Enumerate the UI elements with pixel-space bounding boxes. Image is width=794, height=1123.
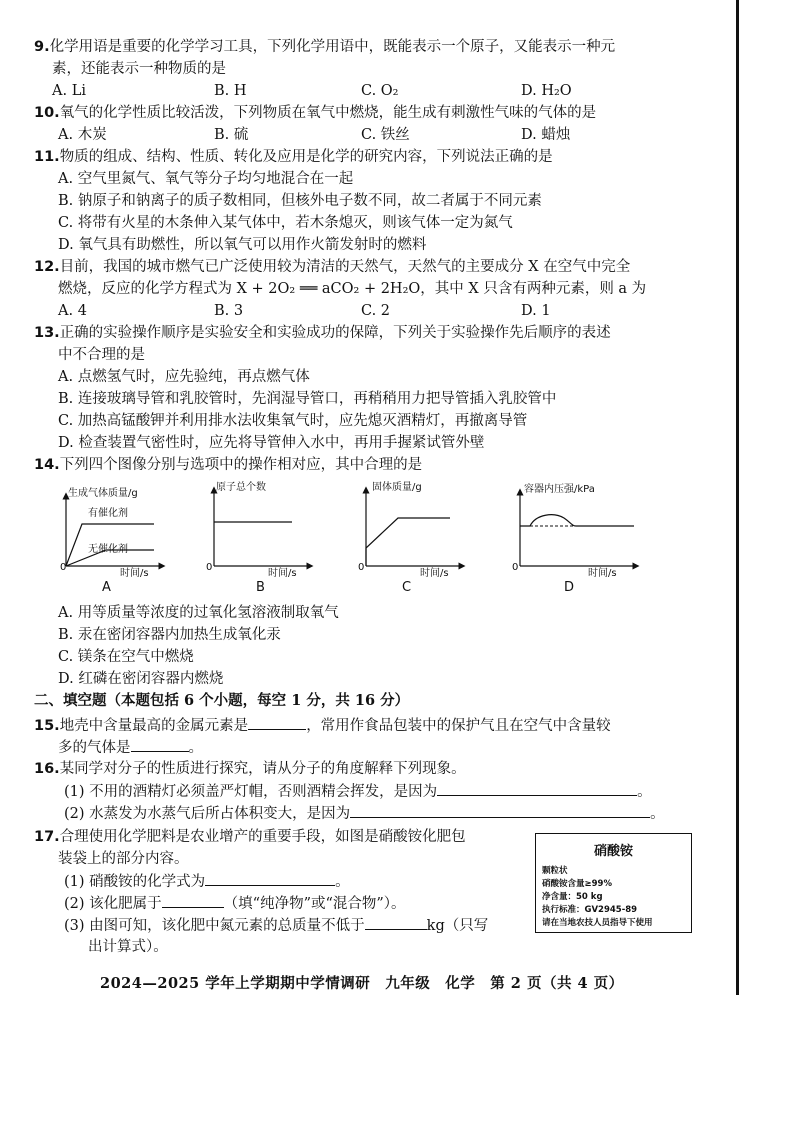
graph-b-ylabel: 原子总个数 (216, 482, 266, 493)
label-row: 硝酸铵含量≥99% (542, 879, 612, 889)
graph-d-origin: 0 (512, 562, 519, 573)
question-16 (34, 758, 704, 780)
option-c: C. 镁条在空气中燃烧 (58, 649, 194, 665)
graph-c-xlabel: 时间/s (420, 568, 449, 579)
answer-blank[interactable] (350, 802, 650, 818)
label-row: 执行标准：GV2945-89 (542, 905, 638, 915)
option-d: D. 1 (521, 303, 551, 319)
option-b: B. 汞在密闭容器内加热生成氧化汞 (58, 627, 281, 643)
graph-a-note-1: 有催化剂 (88, 508, 128, 519)
question-number: 14. (34, 457, 60, 473)
graph-b (206, 484, 316, 572)
graph-d-xlabel: 时间/s (588, 568, 617, 579)
option-a: A. 点燃氢气时，应先验纯，再点燃气体 (58, 369, 310, 385)
graph-c (358, 484, 468, 572)
graph-c-letter: C (402, 580, 412, 595)
option-d: D. 红磷在密闭容器内燃烧 (58, 671, 224, 687)
option-a: A. 用等质量等浓度的过氧化氢溶液制取氧气 (58, 605, 339, 621)
option-c: C. 2 (361, 303, 391, 319)
period: 。 (637, 784, 652, 800)
question-stem-cont: 装袋上的部分内容。 (58, 851, 189, 867)
option-d: D. H₂O (521, 83, 572, 99)
option-d: D. 氧气具有助燃性，所以氧气可以用作火箭发射时的燃料 (58, 237, 427, 253)
question-stem: 物质的组成、结构、性质、转化及应用是化学的研究内容，下列说法正确的是 (59, 149, 553, 165)
option-d: D. 检查装置气密性时，应先将导管伸入水中，再用手握紧试管外壁 (58, 435, 485, 451)
graph-a-note-2: 无催化剂 (88, 544, 128, 555)
graph-b-origin: 0 (206, 562, 213, 573)
question-stem: 。 (188, 740, 203, 756)
question-stem: 某同学对分子的性质进行探究，请从分子的角度解释下列现象。 (59, 761, 466, 777)
question-number: 15. (34, 718, 60, 734)
question-stem-cont: 中不合理的是 (58, 347, 145, 363)
graph-a (58, 490, 168, 572)
question-stem: 下列四个图像分别与选项中的操作相对应，其中合理的是 (59, 457, 423, 473)
graph-a-xlabel: 时间/s (120, 568, 149, 579)
option-b: B. 钠原子和钠离子的质子数相同，但核外电子数不同，故二者属于不同元素 (58, 193, 542, 209)
graph-b-xlabel: 时间/s (268, 568, 297, 579)
option-a: A. 空气里氮气、氧气等分子均匀地混合在一起 (58, 171, 354, 187)
graph-c-ylabel: 固体质量/g (372, 482, 422, 493)
graph-a-origin: 0 (60, 562, 67, 573)
period: 。 (335, 874, 350, 890)
question-stem: ，常用作食品包装中的保护气且在空气中含量较 (306, 718, 611, 734)
option-a: A. Li (52, 83, 86, 99)
question-stem-cont (58, 736, 203, 759)
question-number: 11. (34, 149, 60, 165)
sub-question-text: (2) 水蒸发为水蒸气后所占体积变大，是因为 (64, 806, 351, 822)
sub-question-3-cont: 出计算式）。 (88, 939, 168, 955)
question-stem: 化学用语是重要的化学学习工具，下列化学用语中，既能表示一个原子，又能表示一种元 (49, 39, 616, 55)
graph-d (512, 486, 642, 572)
question-stem: 氧气的化学性质比较活泼，下列物质在氧气中燃烧，能生成有刺激性气味的气体的是 (59, 105, 597, 121)
question-stem: 多的气体是 (58, 740, 131, 756)
curve-solid-mass (366, 518, 450, 566)
sub-question-text: (1) 不用的酒精灯必须盖严灯帽，否则酒精会挥发，是因为 (64, 784, 438, 800)
question-number: 17. (34, 829, 60, 845)
option-a: A. 4 (58, 303, 87, 319)
option-c: C. 铁丝 (361, 127, 410, 143)
sub-question-2 (64, 802, 665, 825)
sub-question-1 (64, 780, 652, 803)
option-b: B. H (214, 83, 247, 99)
option-b: B. 3 (214, 303, 244, 319)
question-stem: 合理使用化学肥料是农业增产的重要手段，如图是硝酸铵化肥包 (59, 829, 466, 845)
page-edge-rule (736, 0, 739, 995)
sub-question-text: (2) 该化肥属于 (64, 896, 162, 912)
question-stem: 正确的实验操作顺序是实验安全和实验成功的保障，下列关于实验操作先后顺序的表述 (59, 325, 611, 341)
section-heading: 二、填空题（本题包括 6 个小题，每空 1 分，共 16 分） (34, 692, 410, 709)
graph-d-letter: D (564, 580, 575, 595)
graph-d-ylabel: 容器内压强/kPa (524, 484, 595, 495)
question-number: 10. (34, 105, 60, 121)
question-13 (34, 322, 704, 344)
option-c: C. 将带有火星的木条伸入某气体中，若木条熄灭，则该气体一定为氮气 (58, 215, 513, 231)
label-row: 请在当地农技人员指导下使用 (542, 918, 653, 928)
question-number: 12. (34, 259, 60, 275)
sub-question-text: kg（只写 (426, 918, 489, 934)
fertilizer-label (535, 833, 692, 933)
question-10 (34, 102, 704, 124)
option-d: D. 蜡烛 (521, 127, 571, 143)
option-c: C. 加热高锰酸钾并利用排水法收集氧气时，应先熄灭酒精灯，再撤离导管 (58, 413, 528, 429)
question-stem-cont: 燃烧，反应的化学方程式为 X + 2O₂ ══ aCO₂ + 2H₂O，其中 X 只含有两种元素，则 a 为 (58, 281, 647, 297)
answer-blank[interactable] (365, 914, 427, 930)
graph-a-letter: A (102, 580, 111, 595)
question-number: 9. (34, 39, 50, 55)
option-c: C. O₂ (361, 83, 399, 99)
sub-question-1 (64, 870, 350, 893)
sub-question-text: (1) 硝酸铵的化学式为 (64, 874, 206, 890)
label-title: 硝酸铵 (593, 844, 633, 859)
label-row: 颗粒状 (542, 866, 568, 876)
answer-blank[interactable] (131, 736, 189, 752)
sub-question-2 (64, 892, 406, 915)
option-b: B. 连接玻璃导管和乳胶管时，先润湿导管口，再稍稍用力把导管插入乳胶管中 (58, 391, 557, 407)
question-11 (34, 146, 704, 168)
label-row: 净含量：50 kg (542, 892, 603, 902)
question-stem: 地壳中含量最高的金属元素是 (59, 718, 249, 734)
answer-blank[interactable] (248, 714, 306, 730)
question-number: 13. (34, 325, 60, 341)
sub-question-text: （填“纯净物”或“混合物”）。 (223, 896, 406, 912)
answer-blank[interactable] (437, 780, 637, 796)
answer-blank[interactable] (162, 892, 224, 908)
graph-c-origin: 0 (358, 562, 365, 573)
option-b: B. 硫 (214, 127, 249, 143)
question-stem: 目前，我国的城市燃气已广泛使用较为清洁的天然气，天然气的主要成分 X 在空气中完全 (59, 259, 631, 275)
question-stem-cont: 素，还能表示一种物质的是 (52, 61, 226, 77)
option-a: A. 木炭 (58, 127, 107, 143)
page-footer: 2024—2025 学年上学期期中学情调研 九年级 化学 第 2 页（共 4 页） (100, 975, 624, 992)
graph-a-ylabel: 生成气体质量/g (68, 488, 138, 499)
sub-question-text: (3) 由图可知，该化肥中氮元素的总质量不低于 (64, 918, 365, 934)
sub-question-3 (64, 914, 488, 937)
question-15 (34, 714, 704, 737)
answer-blank[interactable] (205, 870, 335, 886)
question-14 (34, 454, 704, 476)
question-9 (34, 36, 704, 58)
question-12 (34, 256, 704, 278)
question-number: 16. (34, 761, 60, 777)
period: 。 (650, 806, 665, 822)
curve-pressure (520, 515, 634, 526)
graph-b-letter: B (256, 580, 265, 595)
